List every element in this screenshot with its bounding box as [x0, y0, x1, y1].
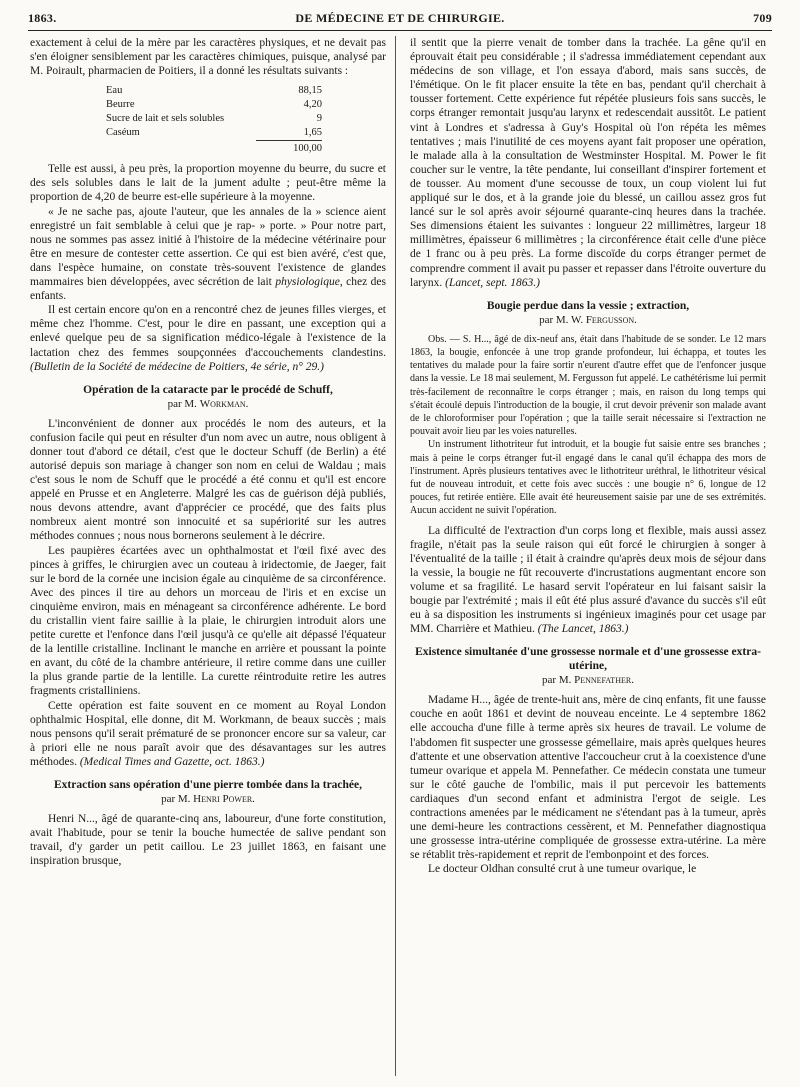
composition-value: 4,20 — [303, 99, 322, 111]
column-divider — [395, 36, 396, 1076]
running-header — [28, 6, 772, 31]
paragraph: exactement à celui de la mère par les caractères physiques, et ne devait pas s'en éloigner sensiblement par les caractères chimiques, puisque, analysé par M. Poirault, pharmacien de Poitiers, il a donné les résultats suivants : — [30, 37, 386, 78]
author-name: Pennefather. — [574, 674, 634, 687]
paragraph: Le docteur Oldhan consulté crut à une tumeur ovarique, le — [428, 863, 697, 876]
composition-label: Beurre — [106, 99, 135, 111]
composition-total — [256, 140, 322, 156]
paragraph: Les paupières écartées avec un ophthalmostat et l'œil fixé avec des pinces à griffes, le chirurgien avec un couteau à iridectomie, de Jaeger, fait sur le bord de la cornée une incision égale au cinquième de sa circonférence. Avec des pinces il tire au dehors un morceau de l'iris et en excise un cinquième environ, mais en ménageant sa circonférence adhérente. Le bord du cristallin vient faire saillie à la plaie, le chirurgien introduit alors une petite curette et l'enfonce dans l'œil jusqu'à ce qu'elle ait dépassé l'équateur de la lentille cristalline. Inclinant le manche en arrière et poussant la pointe en avant, du côté de la chambre antérieure, il retire comme dans une cuiller la plus grande partie de la lentille. La curette réintroduite retire les autres fragments cristalliniens. — [30, 544, 386, 698]
italic-term: physiologique — [275, 276, 340, 289]
page-number: 709 — [753, 11, 772, 25]
paragraph: Madame H..., âgée de trente-huit ans, mère de cinq enfants, fit une fausse couche en août 1861 et devint de nouveau enceinte. Le 4 septembre 1862 elle accoucha d'une fille à terme après six heures de travail. Le volume de l'abdomen fit suspecter une grossesse gémellaire, mais après quelques heures d'attente et une observation attentive l'accoucheur crut à la coexistence d'une tumeur ovarique et appela M. Pennefather. Ce médecin constata une tumeur sur le côté gauche de l'ombilic, mais il put percevoir les battements cardiaques d'un second enfant et administra l'ergot de seigle. Les contractions amenées par le médicament ne s'étendant pas à la tumeur, après une demi-heure les contractions cessèrent, et M. Pennefather diagnostiqua une grossesse intra-utérine compliquée de grossesse extra-utérine. La mère se rétablit très-rapidement et reprit de l'embonpoint et des forces. — [410, 694, 766, 862]
paragraph — [30, 205, 386, 304]
author-prefix: par M. — [167, 397, 197, 410]
paragraph-text: La difficulté de l'extraction d'un corps long et flexible, mais aussi assez fragile, n'était pas la seule raison qui eût forcé le chirurgien à songer à l'éventualité de la taille ; il était à craindre qu'après deux mois de séjour dans la vessie, la bougie ne fût recouverte d'incrustations augmentant encore son volume et sa fragilité. Le hasard servit l'opérateur en lui faisant saisir la bougie par l'extrémité ; mais il eût été plus assuré d'avance du succès s'il eût eu à sa disposition les instruments si ingénieux imaginés pour cet usage par MM. Charrière et Mathieu. — [410, 524, 766, 636]
composition-row — [106, 112, 322, 126]
composition-row — [106, 98, 322, 112]
composition-value: 88,15 — [298, 85, 322, 97]
paragraph-text: Cette opération est faite souvent en ce moment au Royal London ophthalmic Hospital, elle donne, dit M. Workmann, de beaux succès ; mais nous pensons qu'il serait prématuré de se prononcer encore sur sa valeur, car à priori elle ne nous paraît avoir que des désavantages sur les autres méthodes. — [30, 699, 386, 768]
section-author — [410, 313, 766, 327]
paragraph-text: « Je ne sache pas, ajoute l'auteur, que les annales de la » science aient enregistré un fait semblable à celui que je rap- » porte. » Pour notre part, nous ne sommes pas assez initié à l'histoire de la médecine vétérinaire pour être en mesure de contester cette assertion. Ce qui est bien avéré, c'est que, dans l'espèce humaine, on constate très-souvent l'existence de glandes mammaires bien développées, avec sécrétion de lait — [30, 205, 386, 289]
citation: (Lancet, sept. 1863.) — [445, 276, 540, 289]
paragraph: Henri N..., âgé de quarante-cinq ans, laboureur, d'une forte constitution, avait l'habitude, pour se tenir la bouche humectée de salive pendant son travail, d'y garder un petit caillou. Le 23 juillet 1863, en faisant une inspiration brusque, — [30, 813, 386, 868]
right-column — [410, 36, 766, 1080]
paragraph — [410, 36, 766, 290]
author-name: Workman. — [199, 397, 249, 410]
composition-row — [106, 126, 322, 140]
milk-composition-table — [106, 84, 322, 156]
observation-paragraph: Obs. — S. H..., âgé de dix-neuf ans, était dans l'habitude de se sonder. Le 12 mars 1863, la bougie, enfoncée à une trop grande profondeur, lui échappa, et toutes les tentatives du malade pour la faire sortir n'eurent d'autre effet que de l'enfoncer jusque dans la vessie. Le 18 mai seulement, M. Fergusson fut appelé. Le cathétérisme lui permit très-facilement de reconnaître le corps étranger ; mais, en raison du long temps qui s'était écoulé depuis l'introduction de la bougie, il crut devoir prévenir son malade avant de le chloroformiser pour l'opération ; que la taille serait nécessaire si l'extraction ne pouvait avoir lieu par les voies naturelles. — [410, 333, 766, 438]
paragraph: L'inconvénient de donner aux procédés le nom des auteurs, et la confusion facile qui peut en résulter d'un nom avec un autre, nous obligent à donner tout d'abord ce détail, c'est que le docteur Schuff (de Berlin) a été autorisé depuis son mariage à changer son nom en celui de Waldau ; mais c'est sous le nom de Schuff que le procédé a été connu et qu'il est encore appelé en Prusse et en Angleterre. Malgré les cas de guérison déjà publiés, nous devons attendre, avant d'apprécier ce procédé, que des faits plus nombreux aient montré son innocuité et sa supériorité sur les autres méthodes connues ; nous nous bornerons seulement à le décrire. — [30, 417, 386, 543]
composition-label: Eau — [106, 85, 123, 97]
observation-paragraph: Un instrument lithotriteur fut introduit, et la bougie fut saisie entre ses branches ; mais à peine le corps étranger fut-il engagé dans le canal qu'il échappa des mors de l'instrument. Après plusieurs tentatives avec le lithotriteur uréthral, le lithotriteur vésical fut de nouveau introduit, et cette fois avec succès : une bougie n° 6, longue de 12 pouces, fut retirée entière. Elle avait été heureusement saisie par une de ses extrémités. Aucun accident ne suivit l'opération. — [410, 439, 766, 517]
header-title: DE MÉDECINE ET DE CHIRURGIE. — [295, 11, 505, 25]
section-author — [410, 673, 766, 687]
composition-row — [106, 84, 322, 98]
citation: (Medical Times and Gazette, oct. 1863.) — [79, 755, 265, 768]
composition-label: Caséum — [106, 127, 140, 139]
author-name: Henri Power. — [193, 793, 255, 806]
composition-total-value: 100,00 — [293, 143, 322, 155]
section-title: Opération de la cataracte par le procédé de Schuff, — [83, 383, 333, 396]
paragraph-text: Il est certain encore qu'on en a rencontré chez de jeunes filles vierges, et même chez l'homme. C'est, pour le dire en passant, une exception qui a enlevé quelque peu de sa signification médico-légale à l'existence de la lactation chez des femmes soupçonnées d'accouchements clandestins. — [30, 304, 386, 359]
section-author — [30, 397, 386, 411]
section-title: Extraction sans opération d'une pierre tombée dans la trachée, — [53, 779, 363, 792]
author-name: Fergusson. — [585, 313, 637, 326]
paragraph — [30, 303, 386, 373]
composition-value: 9 — [316, 113, 322, 125]
paragraph: Telle est aussi, à peu près, la proportion moyenne du beurre, du sucre et des sels solubles dans le lait de la jument adulte ; peut-être même la proportion de 4,20 de beurre est-elle supérieure à la moyenne. — [30, 163, 386, 204]
section-title: Existence simultanée d'une grossesse normale et d'une grossesse extra-utérine, — [415, 646, 761, 673]
composition-value: 1,65 — [303, 127, 322, 139]
author-prefix: par M. — [161, 793, 191, 806]
author-prefix: par M. W. — [539, 313, 584, 326]
author-prefix: par M. — [542, 674, 572, 687]
composition-label: Sucre de lait et sels solubles — [106, 113, 225, 125]
paragraph — [410, 524, 766, 637]
left-column — [30, 36, 386, 1080]
header-year: 1863. — [28, 11, 57, 25]
paragraph — [30, 699, 386, 769]
section-author — [30, 792, 386, 806]
paragraph-text: , chez des enfants. — [30, 276, 386, 303]
citation: (Bulletin de la Société de médecine de Poitiers, 4e série, n° 29.) — [30, 360, 324, 373]
citation: (The Lancet, 1863.) — [537, 623, 629, 636]
paragraph-text: il sentit que la pierre venait de tomber dans la trachée. La gêne qu'il en éprouvait était peu considérable ; il s'adressa immédiatement cependant aux médecins de son village, et l'on essaya d'abord, mais sans succès, de l'émétique. On le fit placer ensuite la tête en bas, pendant qu'il cherchait à tousser fortement. Cette expérience fut répétée plusieurs fois sans succès, le corps étranger remontait jusqu'au larynx et redescendait aussitôt. Le patient vint à Londres et s'adressa à Guy's Hospital où l'on répéta les mêmes tentatives ; mais l'inutilité de ces moyens ayant fait proposer une opération, le malade alla à la consultation de Westminster Hospital. M. Power le fit coucher sur le ventre, la tête pendante, lui conseillant d'inspirer fortement et de tousser. Au moment d'une secousse de toux, un coup violent lui fut appliqué sur le dos, et à la grande joie du blessé, un caillou assez gros fut lancé sur le sol après avoir séjourné quarante-cinq heures dans la trachée. Ses dimensions étaient les suivantes : longueur 22 millimètres, largeur 18 millimètres, épaisseur 6 millimètres ; la circonférence était celle d'une pièce de 1 franc ou à peu près. La forme discoïde du corps étranger permet de comprendre comment il avait pu passer et repasser dans l'étroite ouverture du larynx. — [410, 37, 766, 289]
section-title: Bougie perdue dans la vessie ; extraction, — [486, 299, 690, 312]
